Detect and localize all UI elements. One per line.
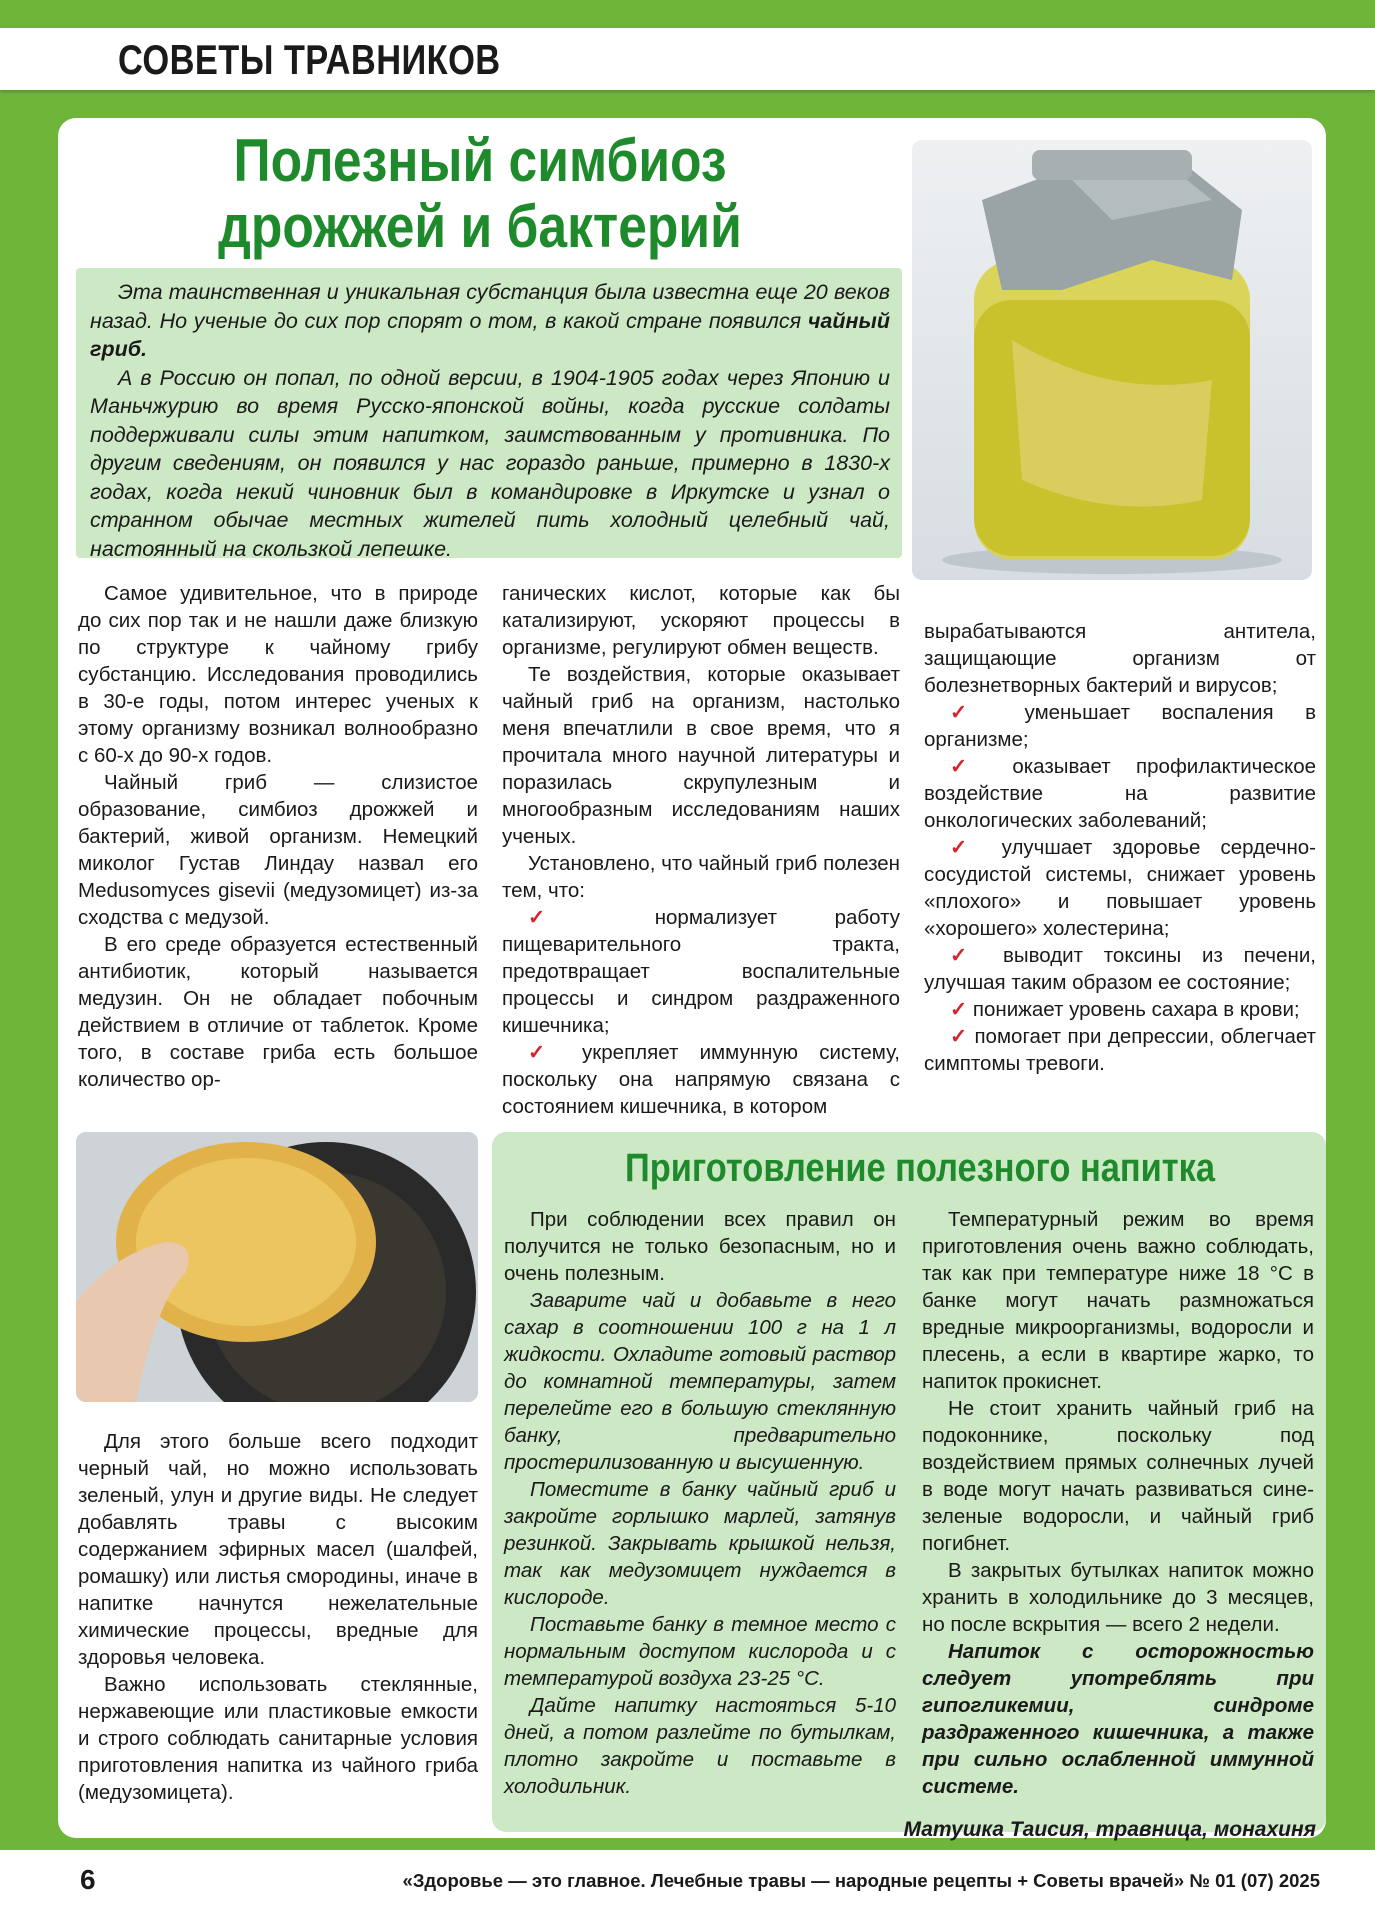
recipe-step: Поместите в банку чайный гриб и закройте горлышко марлей, затянув резинкой. Закрывать крышкой нельзя, так как медузомицет нуждается в кислороде. bbox=[504, 1478, 896, 1609]
recipe-step: Заварите чай и добавьте в него сахар в соотношении 100 г на 1 л жидкости. Охладите готовый раствор до комнатной температуры, затем перелейте его в большую стеклянную банку, предварительно простерилизованную и высушенную. bbox=[504, 1289, 896, 1474]
checkmark-icon: ✓ bbox=[950, 1025, 968, 1048]
checkmark-icon: ✓ bbox=[950, 836, 982, 859]
paragraph: Те воздействия, которые оказывает чайный гриб на организм, настолько меня впечатлили в свое время, что я прочитала много научной литературы и поразилась скрупулезным и многообразным исследованиям наших ученых. bbox=[502, 663, 900, 848]
paragraph: В закрытых бутылках напиток можно хранить в холодильнике до 3 месяцев, но после вскрытия — всего 2 недели. bbox=[922, 1559, 1314, 1636]
paragraph: вырабатываются антитела, защищающие организм от болезнетворных бактерий и вирусов; bbox=[924, 620, 1316, 697]
benefit-item: ✓ понижает уровень сахара в крови; bbox=[950, 998, 1300, 1021]
lead-paragraph: А в Россию он попал, по одной версии, в 1904-1905 годах через Японию и Маньчжурию во время Русско-японской войны, когда русские солдаты поддерживали силы этим напитком, заимствованным у противника. По другим сведениям, он появился у нас гораздо раньше, примерно в 1830-х годах, когда некий чиновник был в командировке в Иркутске и узнал о странном обычае местных жителей пить холодный целебный чай, настоянный на скользкой лепешке. bbox=[90, 365, 890, 561]
article-column-6 bbox=[922, 1206, 1314, 1800]
section-subheading: Приготовление полезного напитка bbox=[624, 1146, 1215, 1190]
kombucha-jar-photo bbox=[912, 140, 1312, 580]
article-column-2 bbox=[502, 580, 900, 1120]
paragraph: Температурный режим во время приготовления очень важно соблюдать, так как при температуре ниже 18 °С в банке могут начать размножаться вредные микроорганизмы, водоросли и плесень, а если в квартире жарко, то напиток прокиснет. bbox=[922, 1208, 1314, 1393]
benefit-item: ✓ выводит токсины из печени, улучшая таким образом ее состояние; bbox=[924, 944, 1316, 994]
page-number: 6 bbox=[80, 1864, 96, 1895]
lead-paragraph: Эта таинственная и уникальная субстанция была известна еще 20 веков назад. Но ученые до сих пор спорят о том, в какой стране появился чайный гриб. bbox=[90, 280, 890, 361]
section-title: СОВЕТЫ ТРАВНИКОВ bbox=[118, 36, 501, 83]
paragraph: Самое удивительное, что в природе до сих пор так и не нашли даже близкую по структуре к чайному грибу субстанцию. Исследования проводились в 30-е годы, потом интерес ученых к этому организму возникал волнообразно с 60-х до 90-х годов. bbox=[78, 582, 478, 767]
article-column-4 bbox=[78, 1428, 478, 1806]
benefit-item: ✓ укрепляет иммунную систему, поскольку она напрямую связана с состоянием кишечника, в котором bbox=[502, 1041, 900, 1118]
kombucha-scoby-photo bbox=[76, 1132, 478, 1402]
paragraph: Установлено, что чайный гриб полезен тем, что: bbox=[502, 852, 900, 902]
paragraph: Не стоит хранить чайный гриб на подоконнике, поскольку под воздействием прямых солнечных лучей в воде могут начать развиваться сине-зеленые водоросли, и чайный гриб погибнет. bbox=[922, 1397, 1314, 1555]
author-signature: Матушка Таисия, травница, монахиня bbox=[903, 1818, 1316, 1841]
warning-note: Напиток с осторожностью следует употреблять при гипогликемии, синдроме раздраженного кишечника, а также при сильно ослабленной иммунной системе. bbox=[922, 1640, 1314, 1798]
article-column-3 bbox=[924, 618, 1316, 1077]
lead-bold: чайный гриб. bbox=[90, 308, 890, 361]
benefit-item: ✓ оказывает профилактическое воздействие на развитие онкологических заболеваний; bbox=[924, 755, 1316, 832]
article-column-5 bbox=[504, 1206, 896, 1800]
checkmark-icon: ✓ bbox=[950, 701, 994, 724]
paragraph: При соблюдении всех правил он получится не только безопасным, но и очень полезным. bbox=[504, 1208, 896, 1285]
checkmark-icon: ✓ bbox=[528, 1041, 561, 1064]
benefit-item: ✓ улучшает здоровье сердечно-сосудистой системы, снижает уровень «плохого» и повышает уровень «хорошего» холестерина; bbox=[924, 836, 1317, 940]
recipe-step: Дайте напитку настояться 5-10 дней, а потом разлейте по бутылкам, плотно закройте и поставьте в холодильник. bbox=[504, 1694, 896, 1798]
recipe-step: Поставьте банку в темное место с нормальным доступом кислорода и с температурой воздуха 23-25 °С. bbox=[504, 1613, 896, 1690]
paragraph: Для этого больше всего подходит черный чай, но можно использовать зеленый, улун и другие виды. Не следует добавлять травы с высоким содержанием эфирных масел (шалфей, ромашку) или листья смородины, иначе в напитке начнутся нежелательные химические процессы, вредные для здоровья человека. bbox=[78, 1430, 478, 1669]
benefit-item: ✓ нормализует работу пищеварительного тракта, предотвращает воспалительные процессы и синдром раздраженного кишечника; bbox=[502, 906, 900, 1037]
checkmark-icon: ✓ bbox=[950, 755, 987, 778]
lead-text bbox=[90, 278, 890, 563]
benefit-item: ✓ помогает при депрессии, облегчает симптомы тревоги. bbox=[924, 1025, 1316, 1075]
checkmark-icon: ✓ bbox=[528, 906, 598, 929]
benefit-item: ✓ уменьшает воспаления в организме; bbox=[924, 701, 1316, 751]
paragraph: Важно использовать стеклянные, нержавеющие или пластиковые емкости и строго соблюдать санитарные условия приготовления напитка из чайного гриба (медузомицета). bbox=[78, 1673, 478, 1804]
paragraph: Чайный гриб — слизистое образование, симбиоз дрожжей и бактерий, живой организм. Немецкий миколог Густав Линдау назвал его Medusomyces gisevii (медузомицет) из-за сходства с медузой. bbox=[78, 771, 478, 929]
paragraph: ганических кислот, которые как бы катализируют, ускоряют процессы в организме, регулируют обмен веществ. bbox=[502, 582, 900, 659]
checkmark-icon: ✓ bbox=[950, 998, 968, 1021]
article-headline: Полезный симбиоз дрожжей и бактерий bbox=[218, 127, 742, 260]
paragraph: В его среде образуется естественный антибиотик, который называется медузин. Он не обладает побочным действием в отличие от таблеток. Кроме того, в составе гриба есть большое количество ор- bbox=[78, 933, 478, 1091]
article-column-1 bbox=[78, 580, 478, 1093]
publication-title: «Здоровье — это главное. Лечебные травы — народные рецепты + Советы врачей» № 01 (07) 2025 bbox=[402, 1870, 1320, 1891]
checkmark-icon: ✓ bbox=[950, 944, 983, 967]
